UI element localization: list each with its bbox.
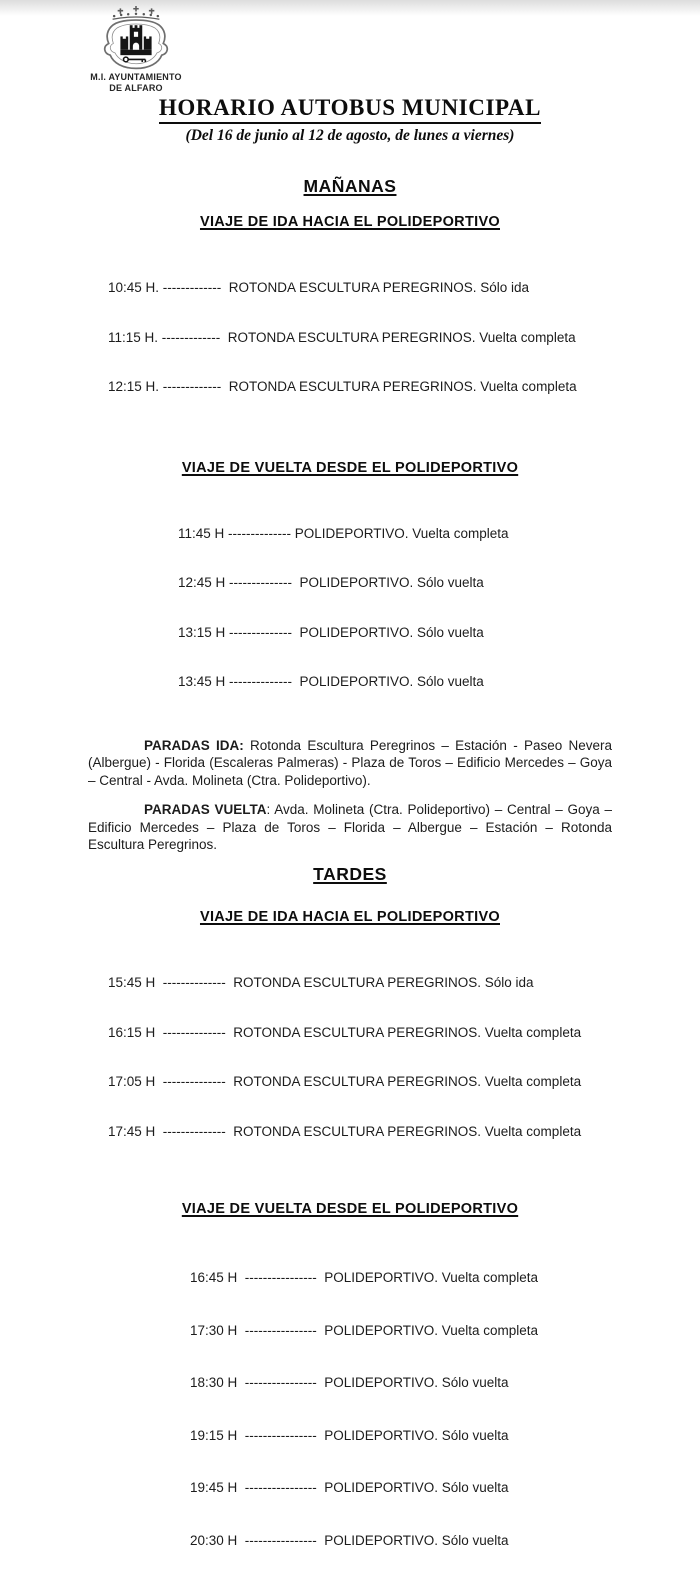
paradas-vuelta-label: PARADAS VUELTA — [144, 802, 267, 818]
schedule-row: 17:45 H -------------- ROTONDA ESCULTURA PEREGRINOS. Vuelta completa — [108, 1123, 582, 1139]
schedule-row: 10:45 H. ------------- ROTONDA ESCULTURA PEREGRINOS. Sólo ida — [108, 280, 530, 295]
schedule-row: 11:45 H -------------- POLIDEPORTIVO. Vuelta completa — [178, 525, 509, 541]
schedule-row: 11:15 H. ------------- ROTONDA ESCULTURA PEREGRINOS. Vuelta completa — [108, 329, 576, 345]
schedule-row: 13:15 H -------------- POLIDEPORTIVO. Sólo vuelta — [178, 624, 484, 640]
paradas-ida-paragraph — [88, 737, 612, 790]
schedule-row: 13:45 H -------------- POLIDEPORTIVO. Sólo vuelta — [178, 674, 484, 689]
org-name-line1: M.I. AYUNTAMIENTO — [90, 72, 182, 82]
org-name-line2: DE ALFARO — [109, 82, 163, 93]
schedule-row: 19:45 H ---------------- POLIDEPORTIVO. Sólo vuelta — [190, 1480, 509, 1496]
paradas-vuelta-stops: : Avda. Molineta (Ctra. Polideportivo) – Central – Goya – Edificio Mercedes – Plaza de Toros – Florida – Albergue – Estación – Rotonda Escultura Peregrinos. — [88, 802, 612, 853]
schedule-row: 12:45 H -------------- POLIDEPORTIVO. Sólo vuelta — [178, 575, 484, 590]
schedule-row: 16:15 H -------------- ROTONDA ESCULTURA PEREGRINOS. Vuelta completa — [108, 1024, 582, 1040]
schedule-row: 12:15 H. ------------- ROTONDA ESCULTURA PEREGRINOS. Vuelta completa — [108, 379, 577, 394]
org-header — [55, 6, 217, 93]
paradas-vuelta-paragraph — [88, 801, 612, 854]
schedule-row: 18:30 H ---------------- POLIDEPORTIVO. Sólo vuelta — [190, 1375, 509, 1391]
document-subtitle: (Del 16 de junio al 12 de agosto, de lunes a viernes) — [185, 127, 515, 144]
schedule-block-mananas-vuelta — [178, 493, 700, 724]
schedule-row: 17:30 H ---------------- POLIDEPORTIVO. Vuelta completa — [190, 1322, 539, 1338]
heading-mananas-ida: VIAJE DE IDA HACIA EL POLIDEPORTIVO — [199, 214, 500, 230]
schedule-row: 17:05 H -------------- ROTONDA ESCULTURA PEREGRINOS. Vuelta completa — [108, 1074, 582, 1090]
section-title-tardes: TARDES — [313, 864, 387, 885]
heading-tardes-ida: VIAJE DE IDA HACIA EL POLIDEPORTIVO — [199, 909, 500, 926]
schedule-block-tardes-ida — [108, 942, 700, 1173]
alfaro-coat-of-arms-icon — [97, 6, 175, 70]
schedule-row: 20:30 H ---------------- POLIDEPORTIVO. Sólo vuelta — [190, 1532, 509, 1548]
bus-schedule-document — [0, 95, 700, 1584]
paradas-ida-stops: Rotonda Escultura Peregrinos – Estación - Paseo Nevera (Albergue) - Florida (Escaleras Palmeras) - Plaza de Toros – Edificio Mercedes – Goya – Central - Avda. Molineta (Ctra. Polideportivo). — [88, 737, 613, 788]
schedule-block-mananas-ida — [108, 247, 700, 429]
schedule-row: 15:45 H -------------- ROTONDA ESCULTURA PEREGRINOS. Sólo ida — [108, 975, 534, 991]
heading-tardes-vuelta: VIAJE DE VUELTA DESDE EL POLIDEPORTIVO — [181, 1201, 519, 1218]
schedule-row: 16:45 H ---------------- POLIDEPORTIVO. Vuelta completa — [190, 1270, 539, 1286]
schedule-row: 19:15 H ---------------- POLIDEPORTIVO. Sólo vuelta — [190, 1427, 509, 1443]
section-title-mananas: MAÑANAS — [303, 176, 397, 196]
heading-mananas-vuelta: VIAJE DE VUELTA DESDE EL POLIDEPORTIVO — [181, 459, 519, 476]
document-title: HORARIO AUTOBUS MUNICIPAL — [159, 95, 541, 124]
schedule-block-tardes-vuelta — [190, 1234, 700, 1584]
paradas-ida-label: PARADAS IDA: — [144, 737, 244, 753]
